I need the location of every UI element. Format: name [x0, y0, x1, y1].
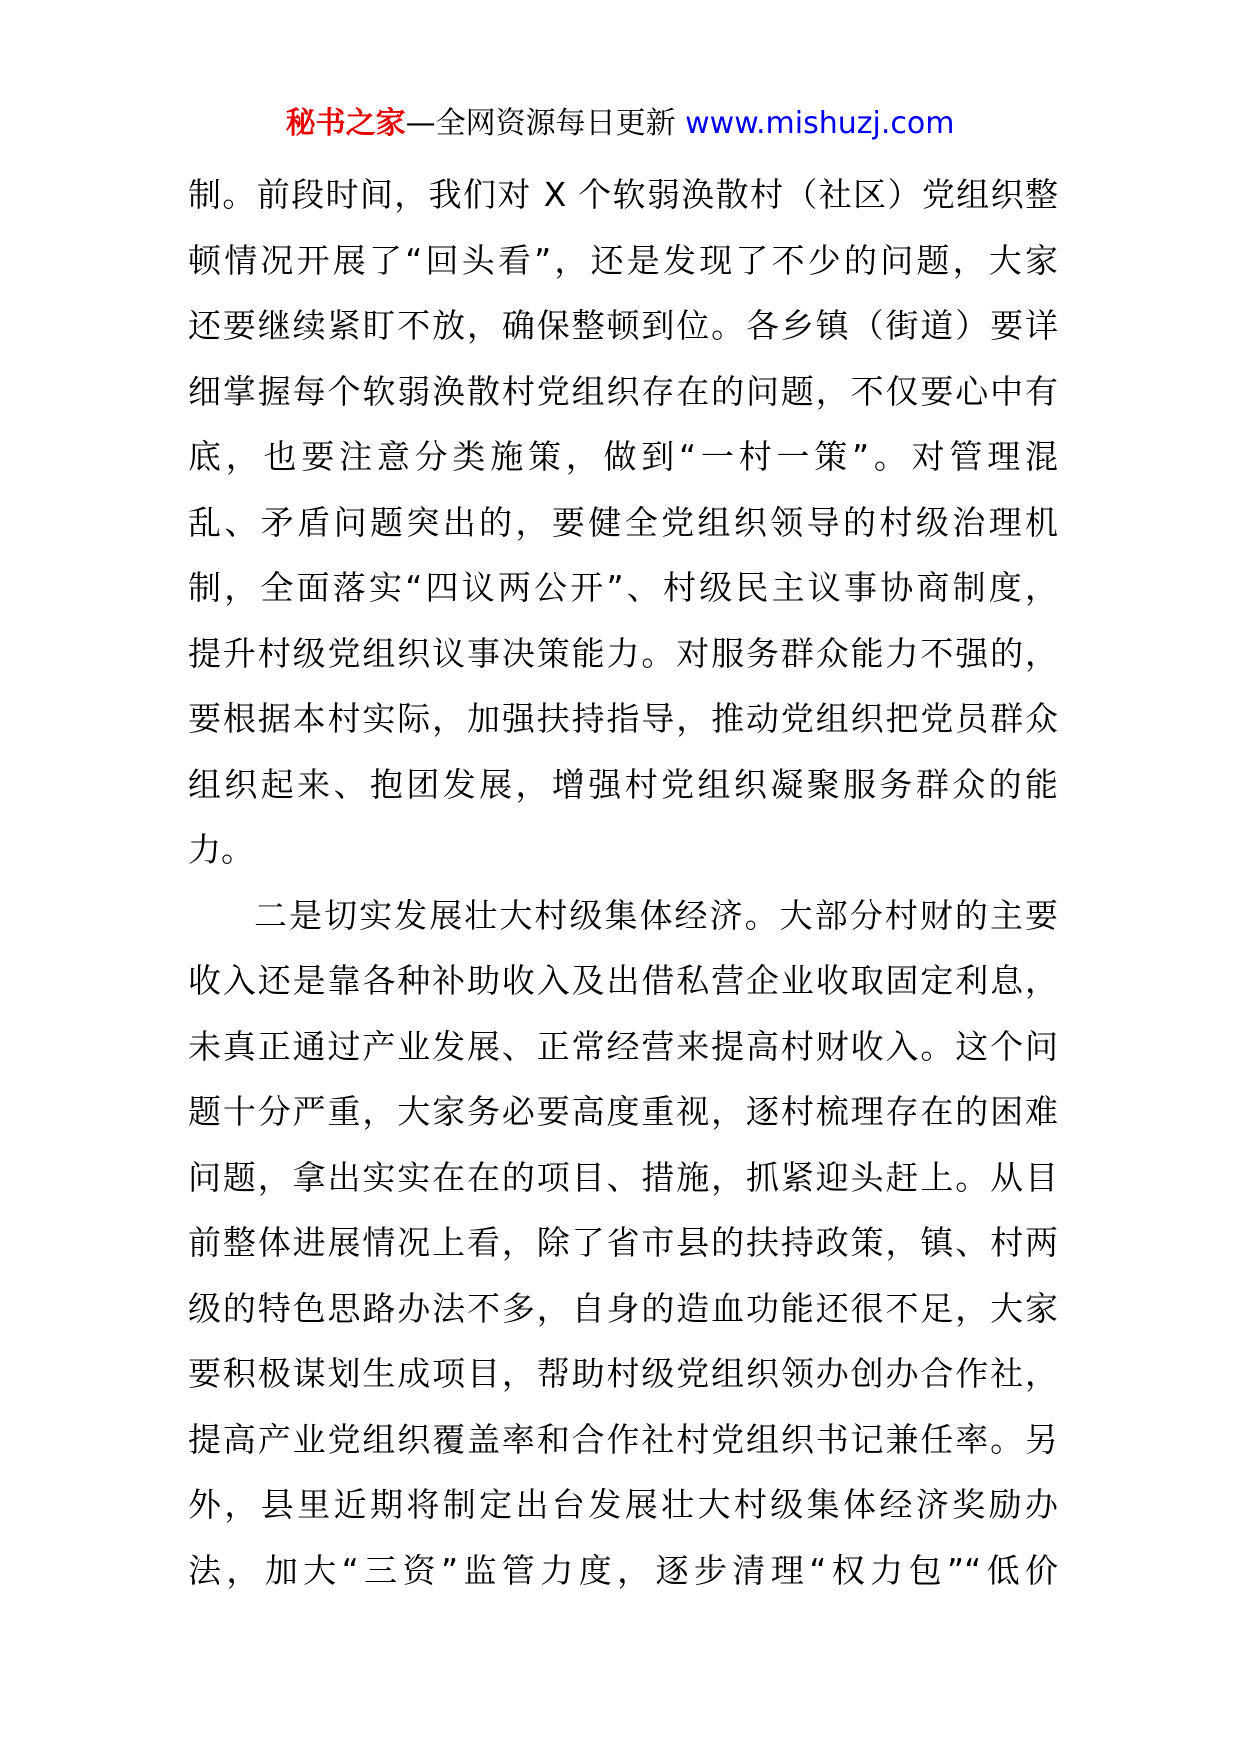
text-line: 力。: [188, 830, 254, 869]
site-header: [0, 100, 1240, 148]
text-line: 法，加大“三资”监管力度，逐步清理“权力包”“低价: [188, 1550, 1058, 1590]
text-line: 提升村级党组织议事决策能力。对服务群众能力不强的，: [188, 633, 1058, 673]
text-line: 未真正通过产业发展、正常经营来提高村财收入。这个问: [188, 1026, 1058, 1066]
site-brand: 秘书之家: [285, 106, 406, 141]
text-line: 外，县里近期将制定出台发展壮大村级集体经济奖励办: [188, 1485, 1058, 1524]
text-line: 还要继续紧盯不放，确保整顿到位。各乡镇（街道）要详: [188, 306, 1058, 345]
paragraph-start-line: 二是切实发展壮大村级集体经济。大部分村财的主要: [254, 895, 1058, 935]
text-line: 题十分严重，大家务必要高度重视，逐村梳理存在的困难: [188, 1092, 1058, 1131]
text-line: 组织起来、抱团发展，增强村党组织凝聚服务群众的能: [188, 764, 1058, 804]
text-line: 要积极谋划生成项目，帮助村级党组织领办创办合作社，: [188, 1354, 1058, 1393]
text-line: 底，也要注意分类施策，做到“一村一策”。对管理混: [188, 437, 1058, 476]
text-line: 前整体进展情况上看，除了省市县的扶持政策，镇、村两: [188, 1223, 1058, 1262]
text-line: 提高产业党组织覆盖率和合作社村党组织书记兼任率。另: [188, 1419, 1058, 1459]
text-line: 制，全面落实“四议两公开”、村级民主议事协商制度，: [188, 568, 1058, 607]
site-url-link[interactable]: www.mishuzj.com: [685, 106, 955, 141]
text-line: 问题，拿出实实在在的项目、措施，抓紧迎头赶上。从目: [188, 1157, 1058, 1197]
text-line: 级的特色思路办法不多，自身的造血功能还很不足，大家: [188, 1288, 1058, 1328]
text-line: 顿情况开展了“回头看”，还是发现了不少的问题，大家: [188, 240, 1058, 280]
text-line: 制。前段时间，我们对 X 个软弱涣散村（社区）党组织整: [188, 175, 1058, 214]
document-body: [188, 162, 1058, 1603]
text-line: 要根据本村实际，加强扶持指导，推动党组织把党员群众: [188, 699, 1058, 738]
text-line: 细掌握每个软弱涣散村党组织存在的问题，不仅要心中有: [188, 371, 1058, 411]
site-tagline: —全网资源每日更新: [405, 106, 676, 141]
text-line: 收入还是靠各种补助收入及出借私营企业收取固定利息，: [188, 961, 1058, 1000]
text-line: 乱、矛盾问题突出的，要健全党组织领导的村级治理机: [188, 502, 1058, 542]
